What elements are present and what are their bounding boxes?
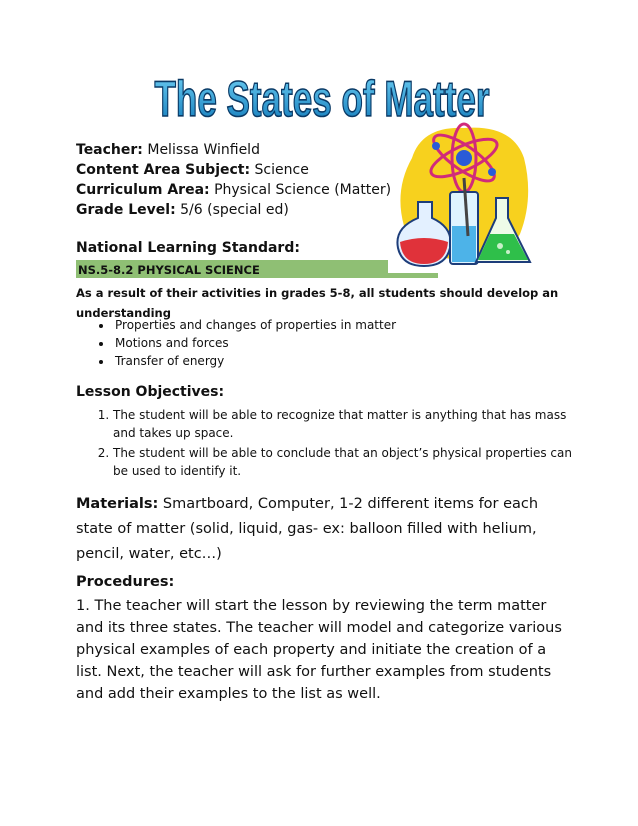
curriculum-row xyxy=(76,180,568,200)
subject-row xyxy=(76,160,568,180)
lesson-info xyxy=(76,140,568,220)
standard-code: NS.5-8.2 PHYSICAL SCIENCE xyxy=(78,263,260,277)
subject-value: Science xyxy=(254,162,309,178)
objectives-heading: Lesson Objectives: xyxy=(76,384,225,400)
curriculum-label: Curriculum Area: xyxy=(76,182,210,198)
teacher-label: Teacher: xyxy=(76,142,143,158)
teacher-row xyxy=(76,140,568,160)
title-text: The States of Matter xyxy=(154,71,490,127)
list-item: 2. The student will be able to conclude that an object’s physical properties can be used to identify it. xyxy=(113,444,583,480)
procedures-heading: Procedures: xyxy=(76,574,175,590)
materials-section xyxy=(76,492,566,567)
subject-label: Content Area Subject: xyxy=(76,162,251,178)
curriculum-value: Physical Science (Matter) xyxy=(214,182,392,198)
standard-list xyxy=(95,316,396,370)
objectives-list xyxy=(95,406,583,482)
list-item: • Transfer of energy xyxy=(113,352,396,370)
teacher-value: Melissa Winfield xyxy=(147,142,260,158)
list-item: 1. The student will be able to recognize that matter is anything that has mass and takes up space. xyxy=(113,406,583,442)
procedures-text: 1. The teacher will start the lesson by reviewing the term matter and its three states. The teacher will model and categorize various physical examples of each property and initiate the creation of a list. Next, the teacher will ask for further examples from students and add their examples to the list as well. xyxy=(76,598,562,702)
standard-heading: National Learning Standard: xyxy=(76,240,300,256)
materials-label: Materials: xyxy=(76,496,159,512)
grade-value: 5/6 (special ed) xyxy=(180,202,289,218)
grade-row xyxy=(76,200,568,220)
standard-highlight-tail xyxy=(388,273,438,278)
standard-intro: As a result of their activities in grades 5-8, all students should develop an understanding xyxy=(76,286,559,320)
list-item: • Motions and forces xyxy=(113,334,396,352)
materials-text: Smartboard, Computer, 1-2 different items for each state of matter (solid, liquid, gas- ex: balloon filled with helium, pencil, water, etc…) xyxy=(76,496,539,562)
list-item: • Properties and changes of properties in matter xyxy=(113,316,396,334)
grade-label: Grade Level: xyxy=(76,202,176,218)
